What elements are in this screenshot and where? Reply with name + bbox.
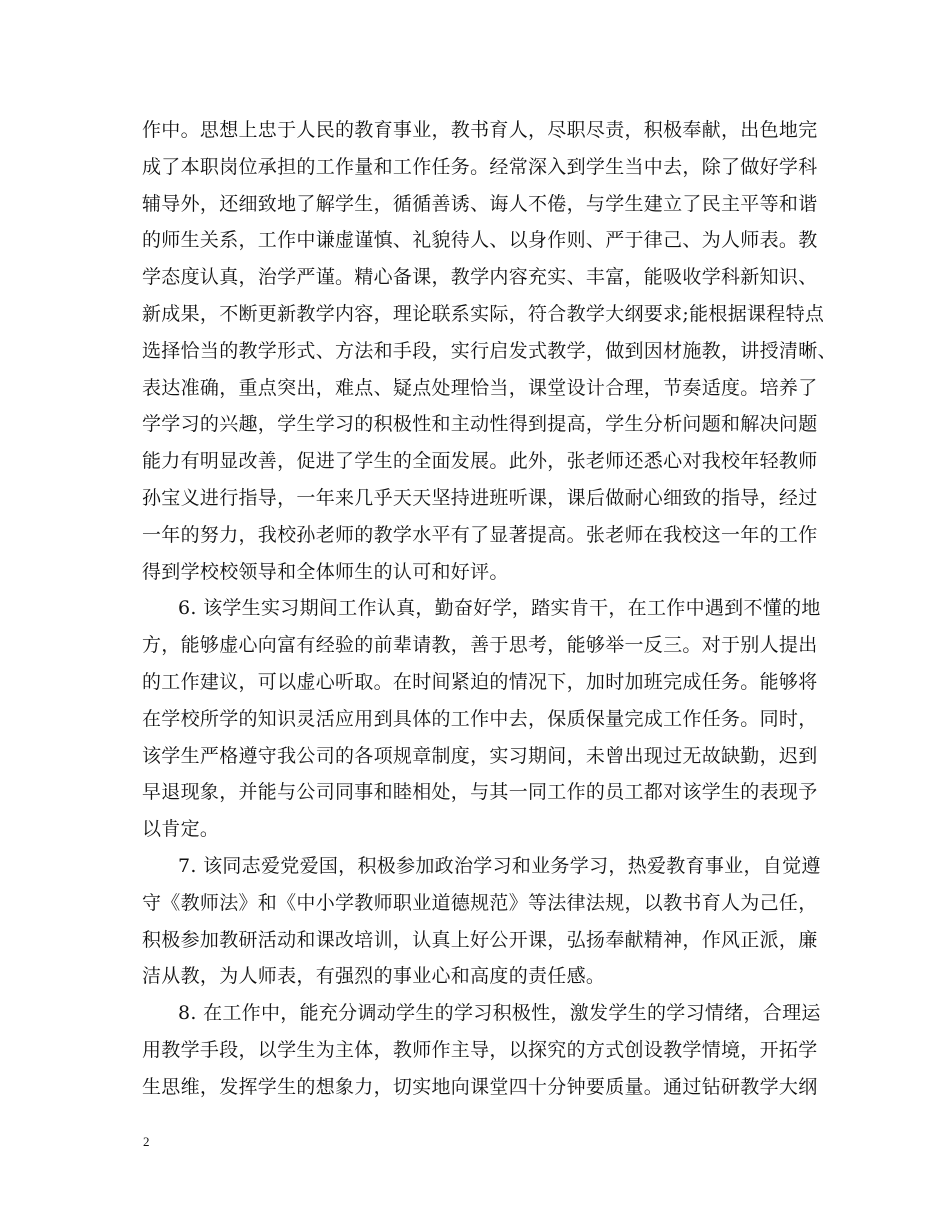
text-line: 作中。思想上忠于人民的教育事业，教书育人，尽职尽责，积极奉献，出色地完 [142,119,818,141]
text-line: 辅导外，还细致地了解学生，循循善诱、诲人不倦，与学生建立了民主平等和谐 [142,192,818,215]
text-line: 表达准确，重点突出，难点、疑点处理恰当，课堂设计合理，节奏适度。培养了 [142,376,818,399]
page-number: 2 [143,1134,150,1149]
text-line: 成了本职岗位承担的工作量和工作任务。经常深入到学生当中去，除了做好学科 [142,155,818,178]
text-line: 6. 该学生实习期间工作认真，勤奋好学，踏实肯干，在工作中遇到不懂的地 [178,597,821,620]
text-line: 8. 在工作中，能充分调动学生的学习积极性，激发学生的学习情绪，合理运 [178,1002,821,1025]
text-line: 学态度认真，治学严谨。精心备课，教学内容充实、丰富，能吸收学科新知识、 [142,266,818,289]
text-line: 学学习的兴趣，学生学习的积极性和主动性得到提高，学生分析问题和解决问题 [142,413,818,436]
text-line: 守《教师法》和《中小学教师职业道德规范》等法律法规，以教书育人为己任， [142,891,818,914]
text-line: 以肯定。 [142,818,220,841]
text-line: 方，能够虚心向富有经验的前辈请教，善于思考，能够举一反三。对于别人提出 [142,634,818,657]
text-line: 洁从教，为人师表，有强烈的事业心和高度的责任感。 [142,965,606,988]
text-line: 的工作建议，可以虚心听取。在时间紧迫的情况下，加时加班完成任务。能够将 [142,670,818,693]
text-line: 得到学校校领导和全体师生的认可和好评。 [142,560,509,583]
text-line: 7. 该同志爱党爱国，积极参加政治学习和业务学习，热爱教育事业，自觉遵 [178,854,821,877]
text-line: 早退现象，并能与公司同事和睦相处，与其一同工作的员工都对该学生的表现予 [142,781,818,804]
text-line: 积极参加教研活动和课改培训，认真上好公开课，弘扬奉献精神，作风正派，廉 [142,928,818,951]
text-line: 一年的努力，我校孙老师的教学水平有了显著提高。张老师在我校这一年的工作 [142,523,818,546]
text-line: 生思维，发挥学生的想象力，切实地向课堂四十分钟要质量。通过钻研教学大纲 [142,1075,818,1098]
text-line: 该学生严格遵守我公司的各项规章制度，实习期间，未曾出现过无故缺勤，迟到 [142,744,818,767]
text-line: 选择恰当的教学形式、方法和手段，实行启发式教学，做到因材施教，讲授清晰、 [142,339,837,362]
text-line: 用教学手段，以学生为主体，教师作主导，以探究的方式创设教学情境，开拓学 [142,1038,818,1061]
body-text [142,112,837,1106]
text-line: 的师生关系，工作中谦虚谨慎、礼貌待人、以身作则、严于律己、为人师表。教 [142,229,818,252]
text-line: 能力有明显改善，促进了学生的全面发展。此外，张老师还悉心对我校年轻教师 [142,450,818,473]
text-line: 孙宝义进行指导，一年来几乎天天坚持进班听课，课后做耐心细致的指导，经过 [142,486,818,509]
text-line: 在学校所学的知识灵活应用到具体的工作中去，保质保量完成工作任务。同时， [142,707,818,730]
text-line: 新成果，不断更新教学内容，理论联系实际，符合教学大纲要求;能根据课程特点 [142,302,825,325]
